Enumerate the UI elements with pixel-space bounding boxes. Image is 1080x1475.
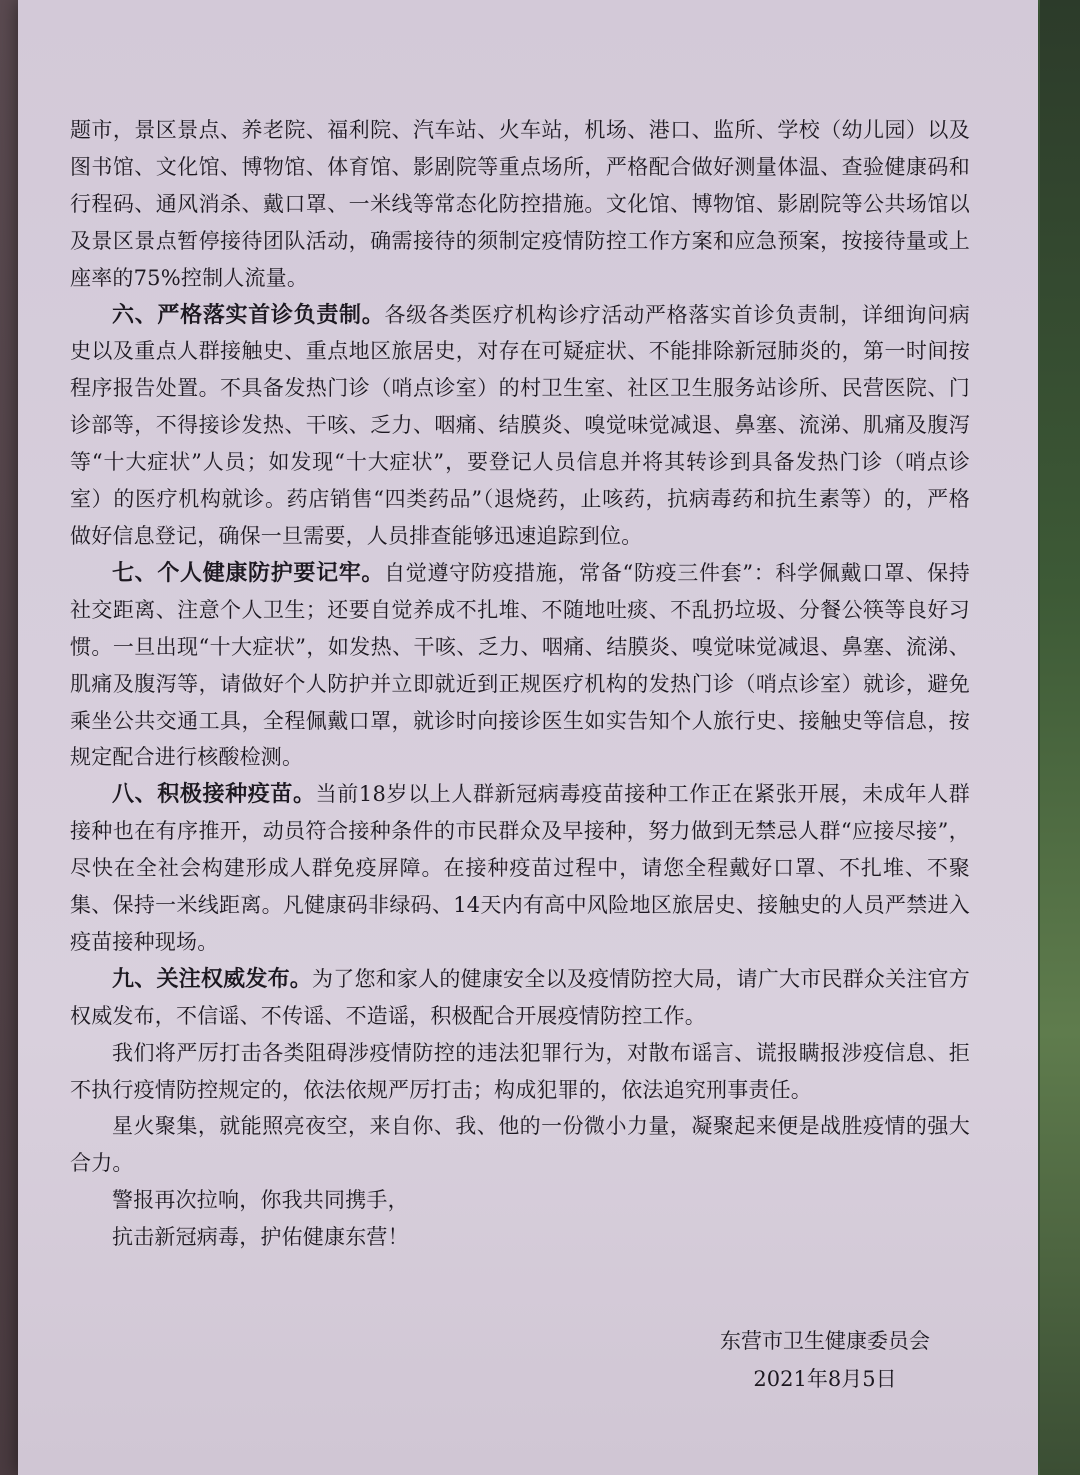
section-9-heading: 九、关注权威发布。: [112, 965, 313, 992]
section-8-text: 当前18岁以上人群新冠病毒疫苗接种工作正在紧张开展，未成年人群接种也在有序推开，动员符合接种条件的市民群众及早接种，努力做到无禁忌人群“应接尽接”，尽快在全社会构建形成人群免疫屏障。在接种疫苗过程中，请您全程戴好口罩、不扎堆、不聚集、保持一米线距离。凡健康码非绿码、14天内有高中风险地区旅居史、接触史的人员严禁进入疫苗接种现场。: [70, 782, 970, 954]
paragraph-venues: 题市，景区景点、养老院、福利院、汽车站、火车站，机场、港口、监所、学校（幼儿园）以及图书馆、文化馆、博物馆、体育馆、影剧院等重点场所，严格配合做好测量体温、查验健康码和行程码、通风消杀、戴口罩、一米线等常态化防控措施。文化馆、博物馆、影剧院等公共场馆以及景区景点暂停接待团队活动，确需接待的须制定疫情防控工作方案和应急预案，按接待量或上座率的75%控制人流量。: [70, 118, 970, 290]
signature-org: 东营市卫生健康委员会: [720, 1329, 930, 1353]
signature-date: 2021年8月5日: [753, 1367, 897, 1391]
section-8-heading: 八、积极接种疫苗。: [112, 781, 316, 808]
signature-block: [720, 1322, 930, 1398]
paragraph-spark: 星火聚集，就能照亮夜空，来自你、我、他的一份微小力量，凝聚起来便是战胜疫情的强大合力。: [70, 1114, 970, 1176]
section-7-heading: 七、个人健康防护要记牢。: [112, 559, 385, 586]
section-6-heading: 六、严格落实首诊负责制。: [112, 301, 385, 328]
paragraph-alarm: 警报再次拉响，你我共同携手，: [112, 1188, 409, 1213]
section-6: [70, 297, 970, 555]
section-6-text: 各级各类医疗机构诊疗活动严格落实首诊负责制，详细询问病史以及重点人群接触史、重点地区旅居史，对存在可疑症状、不能排除新冠肺炎的，第一时间按程序报告处置。不具备发热门诊（哨点诊室）的村卫生室、社区卫生服务站诊所、民营医院、门诊部等，不得接诊发热、干咳、乏力、咽痛、结膜炎、嗅觉味觉减退、鼻塞、流涕、肌痛及腹泻等“十大症状”人员；如发现“十大症状”，要登记人员信息并将其转诊到具备发热门诊（哨点诊室）的医疗机构就诊。药店销售“四类药品”（退烧药，止咳药，抗病毒药和抗生素等）的，严格做好信息登记，确保一旦需要，人员排查能够迅速追踪到位。: [70, 302, 970, 548]
section-9-text: 为了您和家人的健康安全以及疫情防控大局，请广大市民群众关注官方权威发布，不信谣、不传谣、不造谣，积极配合开展疫情防控工作。: [70, 966, 970, 1028]
paragraph-fight: 抗击新冠病毒，护佑健康东营！: [112, 1225, 409, 1250]
document-body: [70, 112, 970, 1256]
section-9: [70, 961, 970, 1035]
paragraph-crime: 我们将严厉打击各类阻碍涉疫情防控的违法犯罪行为，对散布谣言、谎报瞒报涉疫信息、拒不执行疫情防控规定的，依法依规严厉打击；构成犯罪的，依法追究刑事责任。: [70, 1040, 970, 1102]
section-7-text: 自觉遵守防疫措施，常备“防疫三件套”：科学佩戴口罩、保持社交距离、注意个人卫生；还要自觉养成不扎堆、不随地吐痰、不乱扔垃圾、分餐公筷等良好习惯。一旦出现“十大症状”，如发热、干咳、乏力、咽痛、结膜炎、嗅觉味觉减退、鼻塞、流涕、肌痛及腹泻等，请做好个人防护并立即就近到正规医疗机构的发热门诊（哨点诊室）就诊，避免乘坐公共交通工具，全程佩戴口罩，就诊时向接诊医生如实告知个人旅行史、接触史等信息，按规定配合进行核酸检测。: [70, 560, 970, 770]
section-7: [70, 555, 970, 776]
background-right-edge: [1040, 0, 1080, 1475]
section-8: [70, 776, 970, 961]
background-left-edge: [0, 0, 20, 1475]
